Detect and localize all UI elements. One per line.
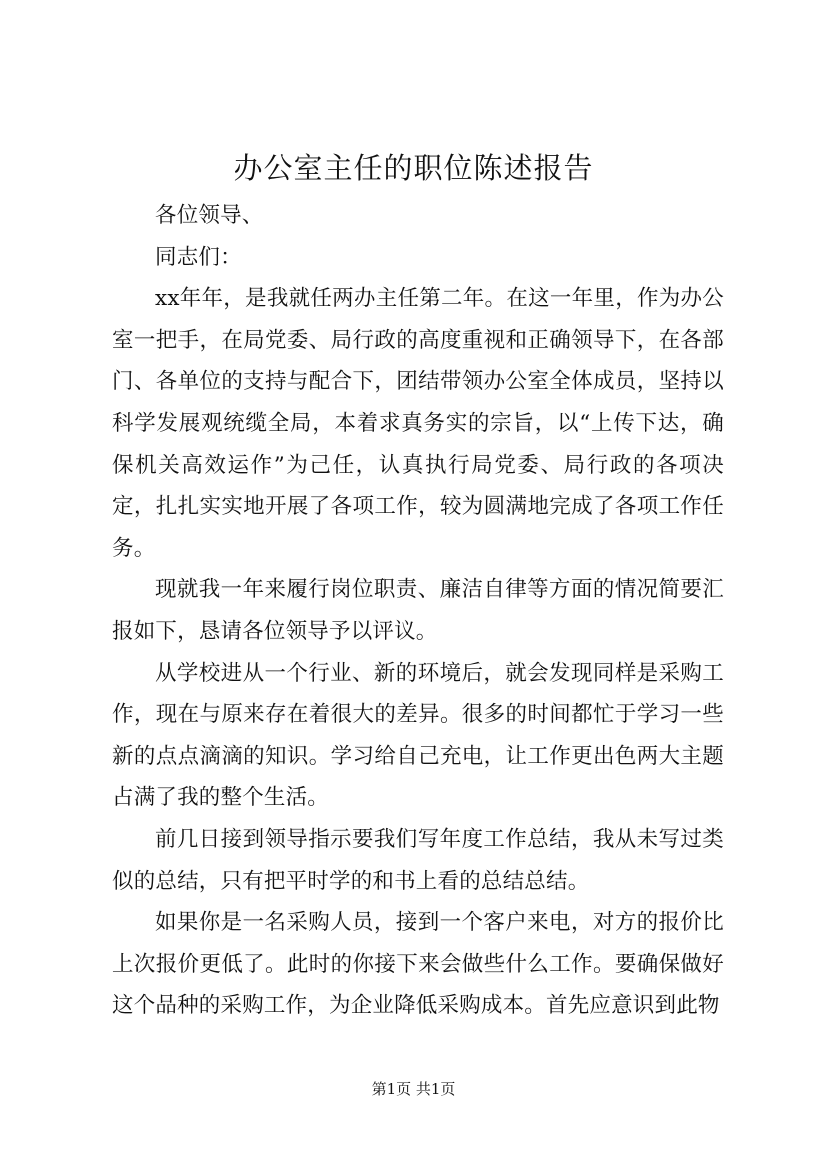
body-paragraph: xx年年，是我就任两办主任第二年。在这一年里，作为办公室一把手，在局党委、局行政的高度重视和正确领导下，在各部门、各单位的支持与配合下，团结带领办公室全体成员，坚持以科学发展观统缆全局，本着求真务实的宗旨，以“上传下达，确保机关高效运作”为己任，认真执行局党委、局行政的各项决定，扎扎实实地开展了各项工作，较为圆满地完成了各项工作任务。 [112,286,724,561]
body-paragraph: 从学校进从一个行业、新的环境后，就会发现同样是采购工作，现在与原来存在着很大的差异。很多的时间都忙于学习一些新的点点滴滴的知识。学习给自己充电，让工作更出色两大主题占满了我的整个生活。 [112,660,724,811]
body-paragraph: 前几日接到领导指示要我们写年度工作总结，我从未写过类似的总结，只有把平时学的和书上看的总结总结。 [112,826,724,894]
salutation-line-2: 同志们： [155,244,242,270]
body-paragraph: 如果你是一名采购人员，接到一个客户来电，对方的报价比上次报价更低了。此时的你接下来会做些什么工作。要确保做好这个品种的采购工作，为企业降低采购成本。首先应意识到此物 [112,910,724,1019]
body-paragraph: 现就我一年来履行岗位职责、廉洁自律等方面的情况简要汇报如下，恳请各位领导予以评议。 [112,577,724,644]
page-number-footer: 第1页 共1页 [371,1080,456,1098]
salutation-line-1: 各位领导、 [155,203,264,228]
document-body [112,195,724,1027]
document-title: 办公室主任的职位陈述报告 [233,151,594,185]
